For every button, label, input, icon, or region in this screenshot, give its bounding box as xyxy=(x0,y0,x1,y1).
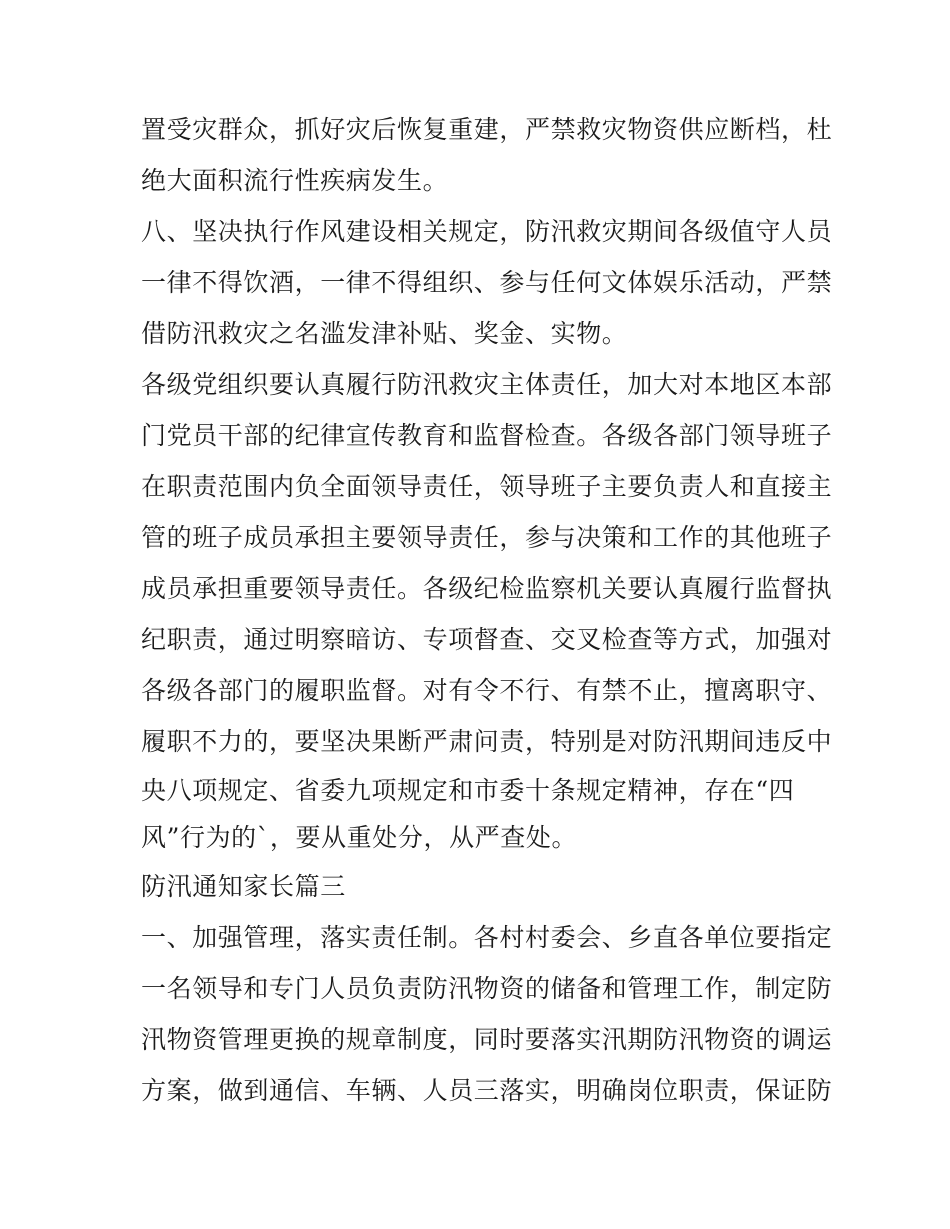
text-line: 纪职责，通过明察暗访、专项督查、交叉检查等方式，加强对 xyxy=(141,625,833,654)
section-heading: 防汛通知家长篇三 xyxy=(141,872,346,901)
document-body xyxy=(141,104,833,1116)
text-line: 一律不得饮酒，一律不得组织、参与任何文体娱乐活动，严禁 xyxy=(141,268,833,297)
text-line: 一名领导和专门人员负责防汛物资的储备和管理工作，制定防 xyxy=(141,974,833,1003)
text-line: 风”行为的`，要从重处分，从严查处。 xyxy=(141,823,578,852)
text-line: 门党员干部的纪律宣传教育和监督检查。各级各部门领导班子 xyxy=(141,421,833,450)
text-line: 央八项规定、省委九项规定和市委十条规定精神，存在“四 xyxy=(141,776,795,805)
text-line: 方案，做到通信、车辆、人员三落实，明确岗位职责，保证防 xyxy=(141,1076,833,1105)
text-line: 八、坚决执行作风建设相关规定，防汛救灾期间各级值守人员 xyxy=(141,217,833,246)
text-line: 汛物资管理更换的规章制度，同时要落实汛期防汛物资的调运 xyxy=(141,1025,833,1054)
text-line: 管的班子成员承担主要领导责任，参与决策和工作的其他班子 xyxy=(141,523,833,552)
text-line: 履职不力的，要坚决果断严肃问责，特别是对防汛期间违反中 xyxy=(141,727,833,756)
text-line: 在职责范围内负全面领导责任，领导班子主要负责人和直接主 xyxy=(141,472,833,501)
text-line: 一、加强管理，落实责任制。各村村委会、乡直各单位要指定 xyxy=(141,923,833,952)
text-line: 置受灾群众，抓好灾后恢复重建，严禁救灾物资供应断档，杜 xyxy=(141,115,833,144)
text-line: 各级党组织要认真履行防汛救灾主体责任，加大对本地区本部 xyxy=(141,370,833,399)
text-line: 借防汛救灾之名滥发津补贴、奖金、实物。 xyxy=(141,319,628,348)
text-line: 各级各部门的履职监督。对有令不行、有禁不止，擅离职守、 xyxy=(141,676,833,705)
text-line: 绝大面积流行性疾病发生。 xyxy=(141,166,449,195)
text-line: 成员承担重要领导责任。各级纪检监察机关要认真履行监督执 xyxy=(141,574,833,603)
